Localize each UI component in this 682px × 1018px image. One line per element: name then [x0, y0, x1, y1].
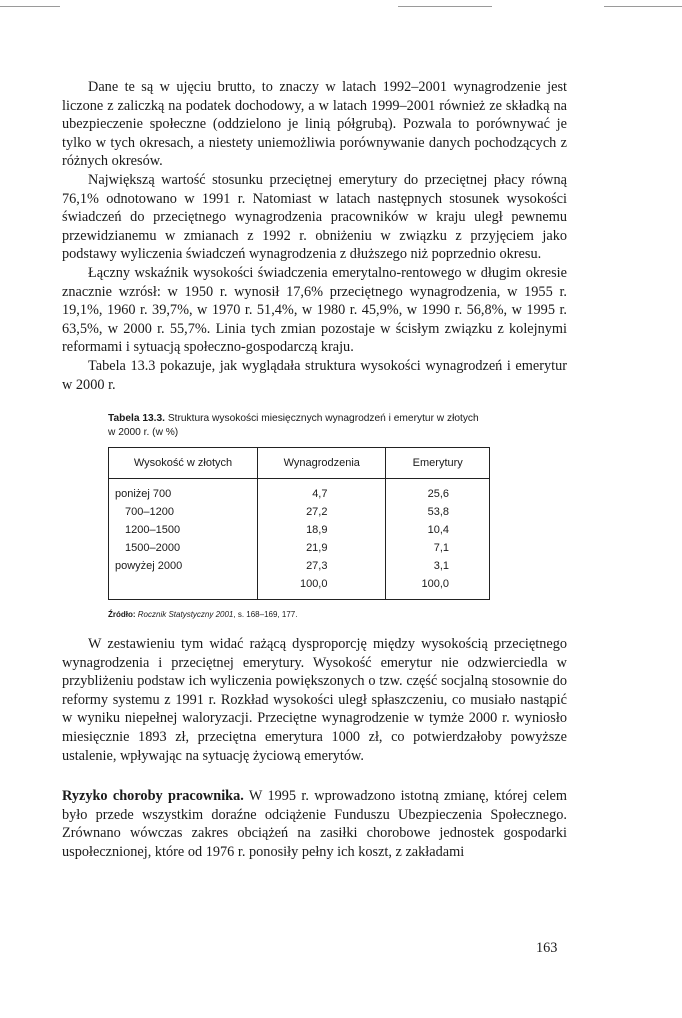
page-number: 163 [536, 940, 558, 956]
scan-edge-line [604, 6, 682, 7]
table-row [109, 539, 490, 557]
pensions-total: 100,0 [386, 575, 490, 600]
row-label: 700–1200 [109, 503, 258, 521]
source-label: Źródło: [108, 610, 136, 620]
row-label: powyżej 2000 [109, 557, 258, 575]
source-title: Rocznik Statystyczny 2001 [137, 610, 234, 620]
paragraph-1: Dane te są w ujęciu brutto, to znaczy w latach 1992–2001 wynagrodzenie jest liczone z zaliczką na podatek dochodowy, a w latach 1999–2001 również ze składką na ubezpieczenie społeczne (oddzielono je linią półgrubą). Pozwala to porównywać je tylko w tych okresach, a niestety uniemożliwia porównywanie danych pochodzących z różnych okresów. [62, 79, 567, 170]
wage-pension-table [108, 447, 490, 600]
table-row [109, 503, 490, 521]
paragraph-2: Największą wartość stosunku przeciętnej emerytury do przeciętnej płacy równą 76,1% odnotowano w 1991 r. Natomiast w latach następnych stosunek wysokości świadczeń do przeciętnego wynagrodzenia pracowników w kraju uległ pewnemu przewidzianemu w zmianach z 1992 r. obniżeniu w związku z przyjęciem jako podstawy wyliczenia świadczeń wynagrodzenia z dłuższego niż poprzednio okresu. [62, 171, 567, 263]
wages-value: 4,7 [258, 479, 386, 504]
table-row [109, 479, 490, 504]
wages-value: 27,3 [258, 557, 386, 575]
pensions-value: 3,1 [386, 557, 490, 575]
pensions-value: 25,6 [386, 479, 490, 504]
scan-edge-line [0, 6, 60, 7]
pensions-value: 10,4 [386, 521, 490, 539]
page-body [62, 78, 567, 862]
paragraph-4: Tabela 13.3 pokazuje, jak wyglądała struktura wysokości wynagrodzeń i emerytur w 2000 r. [62, 357, 567, 393]
table-header-row [109, 448, 490, 479]
table-row [109, 557, 490, 575]
table-caption [108, 412, 480, 440]
table-total-row [109, 575, 490, 600]
column-header-pensions: Emerytury [386, 448, 490, 479]
section-heading: Ryzyko choroby pracownika. [62, 788, 244, 805]
wages-value: 27,2 [258, 503, 386, 521]
table-source [108, 610, 567, 619]
row-label: poniżej 700 [109, 479, 258, 504]
wages-total: 100,0 [258, 575, 386, 600]
source-pages: , s. 168–169, 177. [233, 610, 298, 620]
table-caption-label: Tabela 13.3. [108, 413, 166, 425]
wages-value: 21,9 [258, 539, 386, 557]
column-header-wages: Wynagrodzenia [258, 448, 386, 479]
table-caption-text: Struktura wysokości miesięcznych wynagrodzeń i emerytur w złotych w 2000 r. (w %) [108, 413, 479, 439]
section-paragraph [62, 787, 567, 861]
row-label: 1200–1500 [109, 521, 258, 539]
wages-value: 18,9 [258, 521, 386, 539]
pensions-value: 7,1 [386, 539, 490, 557]
table-row [109, 521, 490, 539]
paragraph-after-table: W zestawieniu tym widać rażącą dysproporcję między wysokością przeciętnego wynagrodzenia i przeciętnej emerytury. Wysokość emerytur nie odzwierciedla w przybliżeniu podstaw ich wyliczenia powiększonych o tzw. część socjalną stosownie do reformy systemu z 1991 r. Rozkład wysokości uległ spłaszczeniu, co musiało nastąpić w wyniku niepełnej waloryzacji. Przeciętne wynagrodzenie w tymże 2000 r. wyniosło miesięcznie 1893 zł, przeciętna emerytura 1000 zł, co potwierdzałoby powyższe ustalenie, wpływając na sytuację życiową emerytów. [62, 636, 567, 764]
column-header-amount: Wysokość w złotych [109, 448, 258, 479]
pensions-value: 53,8 [386, 503, 490, 521]
row-label: 1500–2000 [109, 539, 258, 557]
paragraph-3: Łączny wskaźnik wysokości świadczenia emerytalno-rentowego w długim okresie znacznie wzrósł: w 1950 r. wynosił 17,6% przeciętnego wynagrodzenia, w 1955 r. 19,1%, 1960 r. 39,7%, w 1970 r. 51,4%, w 1980 r. 45,9%, w 1990 r. 56,8%, w 1995 r. 63,5%, w 2000 r. 55,7%. Linia tych zmian pozostaje w ścisłym związku z kolejnymi reformami i sytuacją społeczno-gospodarczą kraju. [62, 264, 567, 356]
row-label [109, 575, 258, 600]
scan-edge-line [398, 6, 492, 7]
section-text: W 1995 r. wprowadzono istotną zmianę, której celem było przede wszystkim doraźne odciążenie Funduszu Ubezpieczenia Społecznego. Zrównano wówczas zakres obciążeń na zasiłki chorobowe jednostek gospodarki uspołecznionej, które od 1976 r. ponosiły pełny ich koszt, z zakładami [62, 788, 568, 861]
